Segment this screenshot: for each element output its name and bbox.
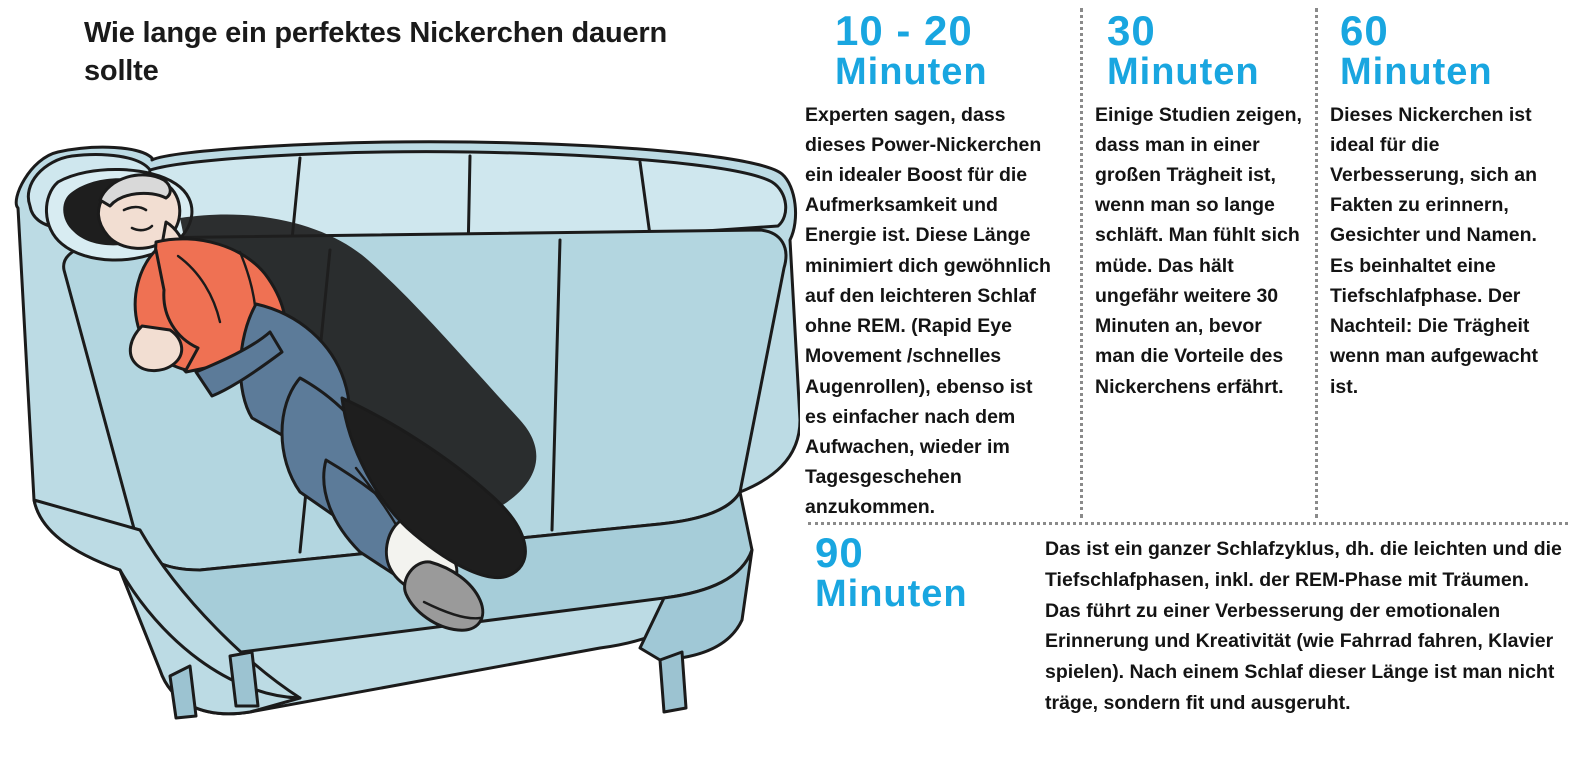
person-napping-on-couch-illustration: [0, 100, 800, 768]
time-secondary-3: Minuten: [1340, 50, 1493, 93]
card-text-3: Dieses Nickerchen ist ideal für die Verbesserung, sich an Fakten zu erinnern, Gesichter und Namen. Es beinhaltet eine Tiefschlafphase. Der Nachteil: Die Trägheit wenn man aufgewacht ist.: [1330, 103, 1539, 398]
time-primary-2: 30: [1107, 7, 1156, 54]
text-panel: [800, 0, 1574, 768]
card-text-2: Einige Studien zeigen, dass man in einer großen Trägheit ist, wenn man so lange schläft. Man fühlt sich müde. Das hält ungefähr weitere 30 Minuten an, bevor man die Vorteile des Nickerchens erfährt.: [1095, 103, 1302, 398]
divider-vertical-1: [1080, 8, 1083, 518]
time-secondary-1: Minuten: [835, 50, 988, 93]
time-heading-3: [1330, 7, 1550, 93]
card-30-minuten: [1095, 7, 1305, 402]
time-heading-1: [805, 7, 1057, 93]
time-secondary-2: Minuten: [1107, 50, 1260, 93]
divider-vertical-2: [1315, 8, 1318, 518]
time-heading-4: [815, 529, 1045, 615]
card-60-minuten: [1330, 7, 1550, 402]
time-secondary-4: Minuten: [815, 572, 968, 615]
time-heading-2: [1095, 7, 1305, 93]
time-primary-4: 90: [815, 529, 864, 576]
time-primary-3: 60: [1340, 7, 1389, 54]
card-text-1: Experten sagen, dass dieses Power-Nickerchen ein idealer Boost für die Aufmerksamkeit und Energie ist. Diese Länge minimiert dich gewöhnlich auf den leichteren Schlaf ohne REM. (Rapid Eye Movement /schnelles Augenrollen), ebenso ist es einfacher nach dem Aufwachen, wieder im Tagesgeschehen anzukommen.: [805, 103, 1051, 519]
card-text-4: Das ist ein ganzer Schlafzyklus, dh. die leichten und die Tiefschlafphasen, inkl. der REM-Phase mit Träumen. Das führt zu einer Verbesserung der emotionalen Erinnerung und Kreativität (wie Fahrrad fahren, Klavier spielen). Nach einem Schlaf dieser Länge ist man nicht träge, sondern fit und ausgeruht.: [1045, 538, 1562, 714]
page-title: Wie lange ein perfektes Nickerchen dauern sollte: [84, 17, 668, 88]
card-10-20-minuten: [805, 7, 1057, 523]
time-primary-1: 10 - 20: [835, 7, 973, 54]
